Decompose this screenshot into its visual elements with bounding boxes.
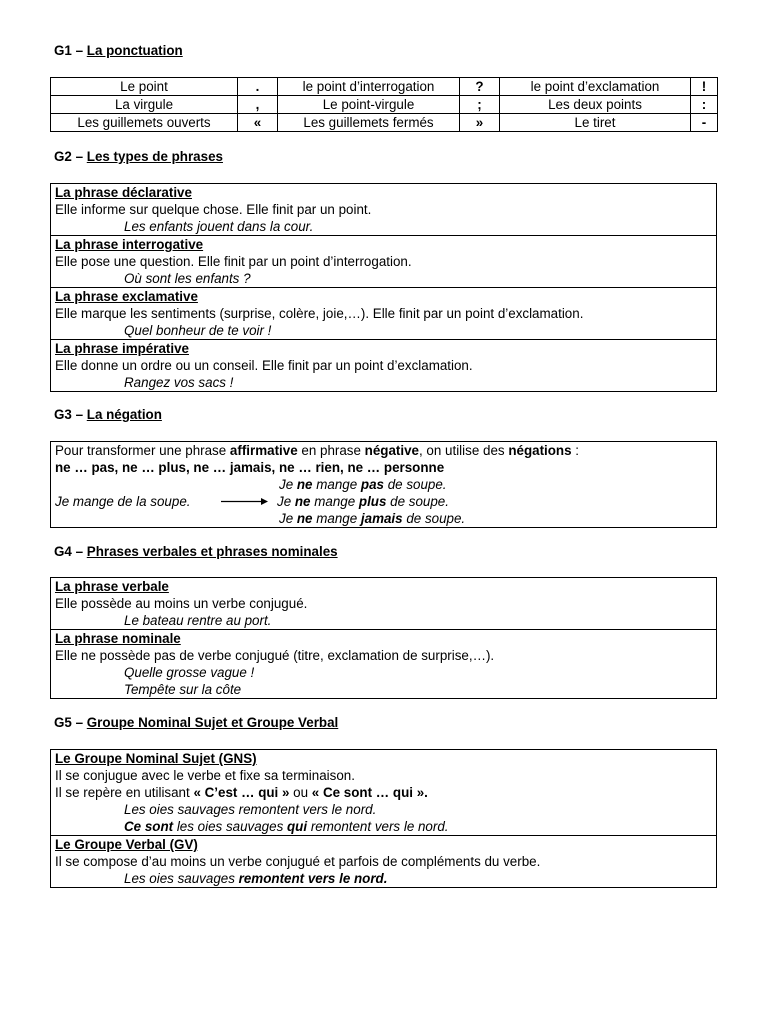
sentence-type-section: [51, 339, 716, 391]
punctuation-row: [51, 114, 718, 132]
punctuation-symbol: !: [691, 78, 718, 96]
phrase-kind-section: [51, 629, 716, 698]
punctuation-row: [51, 78, 718, 96]
sentence-type-example: Où sont les enfants ?: [124, 271, 251, 286]
punctuation-label: La virgule: [51, 96, 238, 114]
punctuation-symbol: »: [460, 114, 500, 132]
sentence-type-heading: La phrase exclamative: [55, 289, 198, 304]
sentence-type-heading: La phrase interrogative: [55, 237, 204, 252]
punctuation-label: le point d’exclamation: [500, 78, 691, 96]
negation-list: ne … pas, ne … plus, ne … jamais, ne … rien, ne … personne: [55, 460, 445, 475]
phrase-kind-example: Tempête sur la côte: [124, 682, 242, 697]
section-heading-g5: G5 – Groupe Nominal Sujet et Groupe Verbal: [54, 715, 339, 730]
phrase-kind-text: Elle possède au moins un verbe conjugué.: [55, 596, 308, 611]
sentence-type-text: Elle donne un ordre ou un conseil. Elle finit par un point d’exclamation.: [55, 358, 473, 373]
gns-section: Le Groupe Nominal Sujet (GNS) Il se conjugue avec le verbe et fixe sa terminaison. Il se repère en utilisant « C’est … qui » ou « Ce sont … qui ». Les oies sauvages remontent vers le nord. Ce sont les oies sauvages qui remontent vers le nord.: [55, 751, 449, 834]
punctuation-symbol: ?: [460, 78, 500, 96]
punctuation-symbol: :: [691, 96, 718, 114]
punctuation-symbol: ,: [238, 96, 278, 114]
sentence-type-section: [51, 235, 716, 287]
punctuation-row: [51, 96, 718, 114]
punctuation-label: Le point-virgule: [278, 96, 460, 114]
phrase-kind-text: Elle ne possède pas de verbe conjugué (titre, exclamation de surprise,…).: [55, 648, 495, 663]
section-heading-g2: G2 – Les types de phrases: [54, 149, 223, 164]
sentence-type-example: Quel bonheur de te voir !: [124, 323, 272, 338]
negation-source: Je mange de la soupe.: [55, 494, 191, 509]
phrase-kind-section: [51, 578, 716, 629]
punctuation-symbol: -: [691, 114, 718, 132]
sentence-type-example: Les enfants jouent dans la cour.: [124, 219, 314, 234]
sentence-type-section: [51, 184, 716, 235]
negation-intro: Pour transformer une phrase affirmative en phrase négative, on utilise des négations :: [55, 443, 580, 458]
gns-gv-box: [50, 749, 717, 888]
punctuation-label: Le point: [51, 78, 238, 96]
section-heading-g4: G4 – Phrases verbales et phrases nominales: [54, 544, 338, 559]
punctuation-symbol: .: [238, 78, 278, 96]
punctuation-label: le point d’interrogation: [278, 78, 460, 96]
sentence-type-text: Elle pose une question. Elle finit par un point d’interrogation.: [55, 254, 412, 269]
gv-section: Le Groupe Verbal (GV) Il se compose d’au moins un verbe conjugué et parfois de compléments du verbe. Les oies sauvages remontent vers le nord.: [51, 835, 716, 887]
punctuation-label: Les guillemets fermés: [278, 114, 460, 132]
punctuation-symbol: «: [238, 114, 278, 132]
punctuation-symbol: ;: [460, 96, 500, 114]
negation-result-1: Je ne mange pas de soupe.: [279, 477, 447, 492]
sentence-type-heading: La phrase impérative: [55, 341, 189, 356]
punctuation-label: Les guillemets ouverts: [51, 114, 238, 132]
negation-box: [50, 441, 717, 528]
sentence-types-box: [50, 183, 717, 392]
punctuation-table: [50, 77, 718, 132]
phrase-kind-heading: La phrase verbale: [55, 579, 169, 594]
sentence-type-text: Elle marque les sentiments (surprise, colère, joie,…). Elle finit par un point d’exclamation.: [55, 306, 584, 321]
section-heading-g1: G1 – La ponctuation: [54, 43, 183, 58]
sentence-type-heading: La phrase déclarative: [55, 185, 192, 200]
negation-result-3: Je ne mange jamais de soupe.: [279, 511, 466, 526]
phrase-kind-heading: La phrase nominale: [55, 631, 181, 646]
sentence-type-section: [51, 287, 716, 339]
arrow-right-icon: [221, 497, 269, 506]
punctuation-label: Les deux points: [500, 96, 691, 114]
sentence-type-example: Rangez vos sacs !: [124, 375, 234, 390]
verbal-nominal-box: [50, 577, 717, 699]
negation-result-2: Je mange de la soupe. Je ne mange plus de soupe.: [55, 494, 449, 509]
sentence-type-text: Elle informe sur quelque chose. Elle finit par un point.: [55, 202, 372, 217]
phrase-kind-example: Le bateau rentre au port.: [124, 613, 272, 628]
section-heading-g3: G3 – La négation: [54, 407, 162, 422]
phrase-kind-example: Quelle grosse vague !: [124, 665, 255, 680]
punctuation-label: Le tiret: [500, 114, 691, 132]
